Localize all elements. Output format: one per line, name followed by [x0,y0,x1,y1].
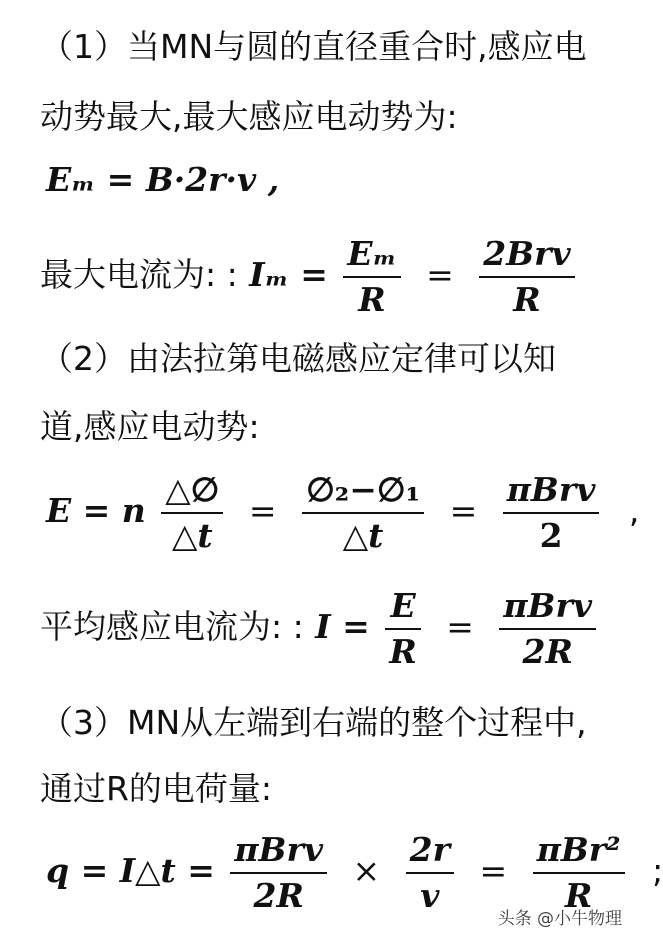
part2-line1: （2）由法拉第电磁感应定律可以知 [40,339,556,378]
part1-line1: （1）当MN与圆的直径重合时,感应电 [40,27,587,66]
fraction-numerator: πBrv [503,586,593,625]
times-sign: × [352,851,381,890]
part3-line1: （3）MN从左端到右端的整个过程中, [40,703,587,742]
equals-sign: = [446,607,474,646]
fraction-numerator: πBrv [234,830,324,869]
watermark: 头条 @小牛物理 [497,909,622,929]
fraction-phi-diff-over-dt [302,472,424,554]
part1-line2: 动势最大,最大感应电动势为: [40,97,458,136]
fraction-numerator: ∅₂−∅₁ [306,470,421,509]
trailing-comma: , [628,491,640,530]
equals-sign: = [248,491,277,530]
fraction-numerator: 2Brv [483,234,571,273]
trailing-semicolon: ; [652,851,663,890]
equals-sign: = [449,491,478,530]
fraction-numerator: 2r [409,830,451,869]
fraction-2r-over-v [406,832,454,914]
fraction-denominator: v [406,872,454,914]
charge-lhs: q = I△t = [46,851,215,890]
max-current-lhs: Iₘ = [249,255,328,294]
fraction-numerator: πBrv [506,470,596,509]
fraction-pibr2-over-r [533,832,625,914]
emf-lhs: E = n [46,491,146,530]
fraction-denominator: △t [161,512,223,554]
eq-charge [46,832,663,914]
fraction-e-over-r [385,588,420,670]
fraction-2brv-over-r [479,236,574,318]
fraction-denominator: R [385,628,420,670]
part2-line2: 道,感应电动势: [40,407,260,446]
fraction-pibrv-over-2 [503,472,600,554]
fraction-denominator: R [343,276,400,318]
fraction-denominator: R [479,276,574,318]
fraction-numerator: △∅ [165,470,220,509]
fraction-denominator: 2 [503,512,600,554]
fraction-pibrv-over-2r [499,588,596,670]
fraction-dphi-over-dt [161,472,223,554]
average-current-label: 平均感应电流为: : [40,607,304,646]
fraction-denominator: △t [302,512,424,554]
eq-average-current [40,588,600,670]
fraction-denominator: R [533,872,625,914]
fraction-pibrv-over-2r [230,832,327,914]
fraction-denominator: 2R [230,872,327,914]
eq-max-emf: Eₘ = B·2r·v , [46,160,280,199]
equals-sign: = [426,255,454,294]
average-current-lhs: I = [315,607,370,646]
fraction-denominator: 2R [499,628,596,670]
eq-max-current [40,236,579,318]
fraction-numerator: E [390,586,416,625]
equals-sign: = [479,851,508,890]
eq-average-emf [46,472,639,554]
max-current-label: 最大电流为: : [40,255,238,294]
fraction-numerator: πBr² [536,830,621,869]
fraction-em-over-r [343,236,400,318]
part3-line2: 通过R的电荷量: [40,769,273,808]
fraction-numerator: Eₘ [347,234,397,273]
